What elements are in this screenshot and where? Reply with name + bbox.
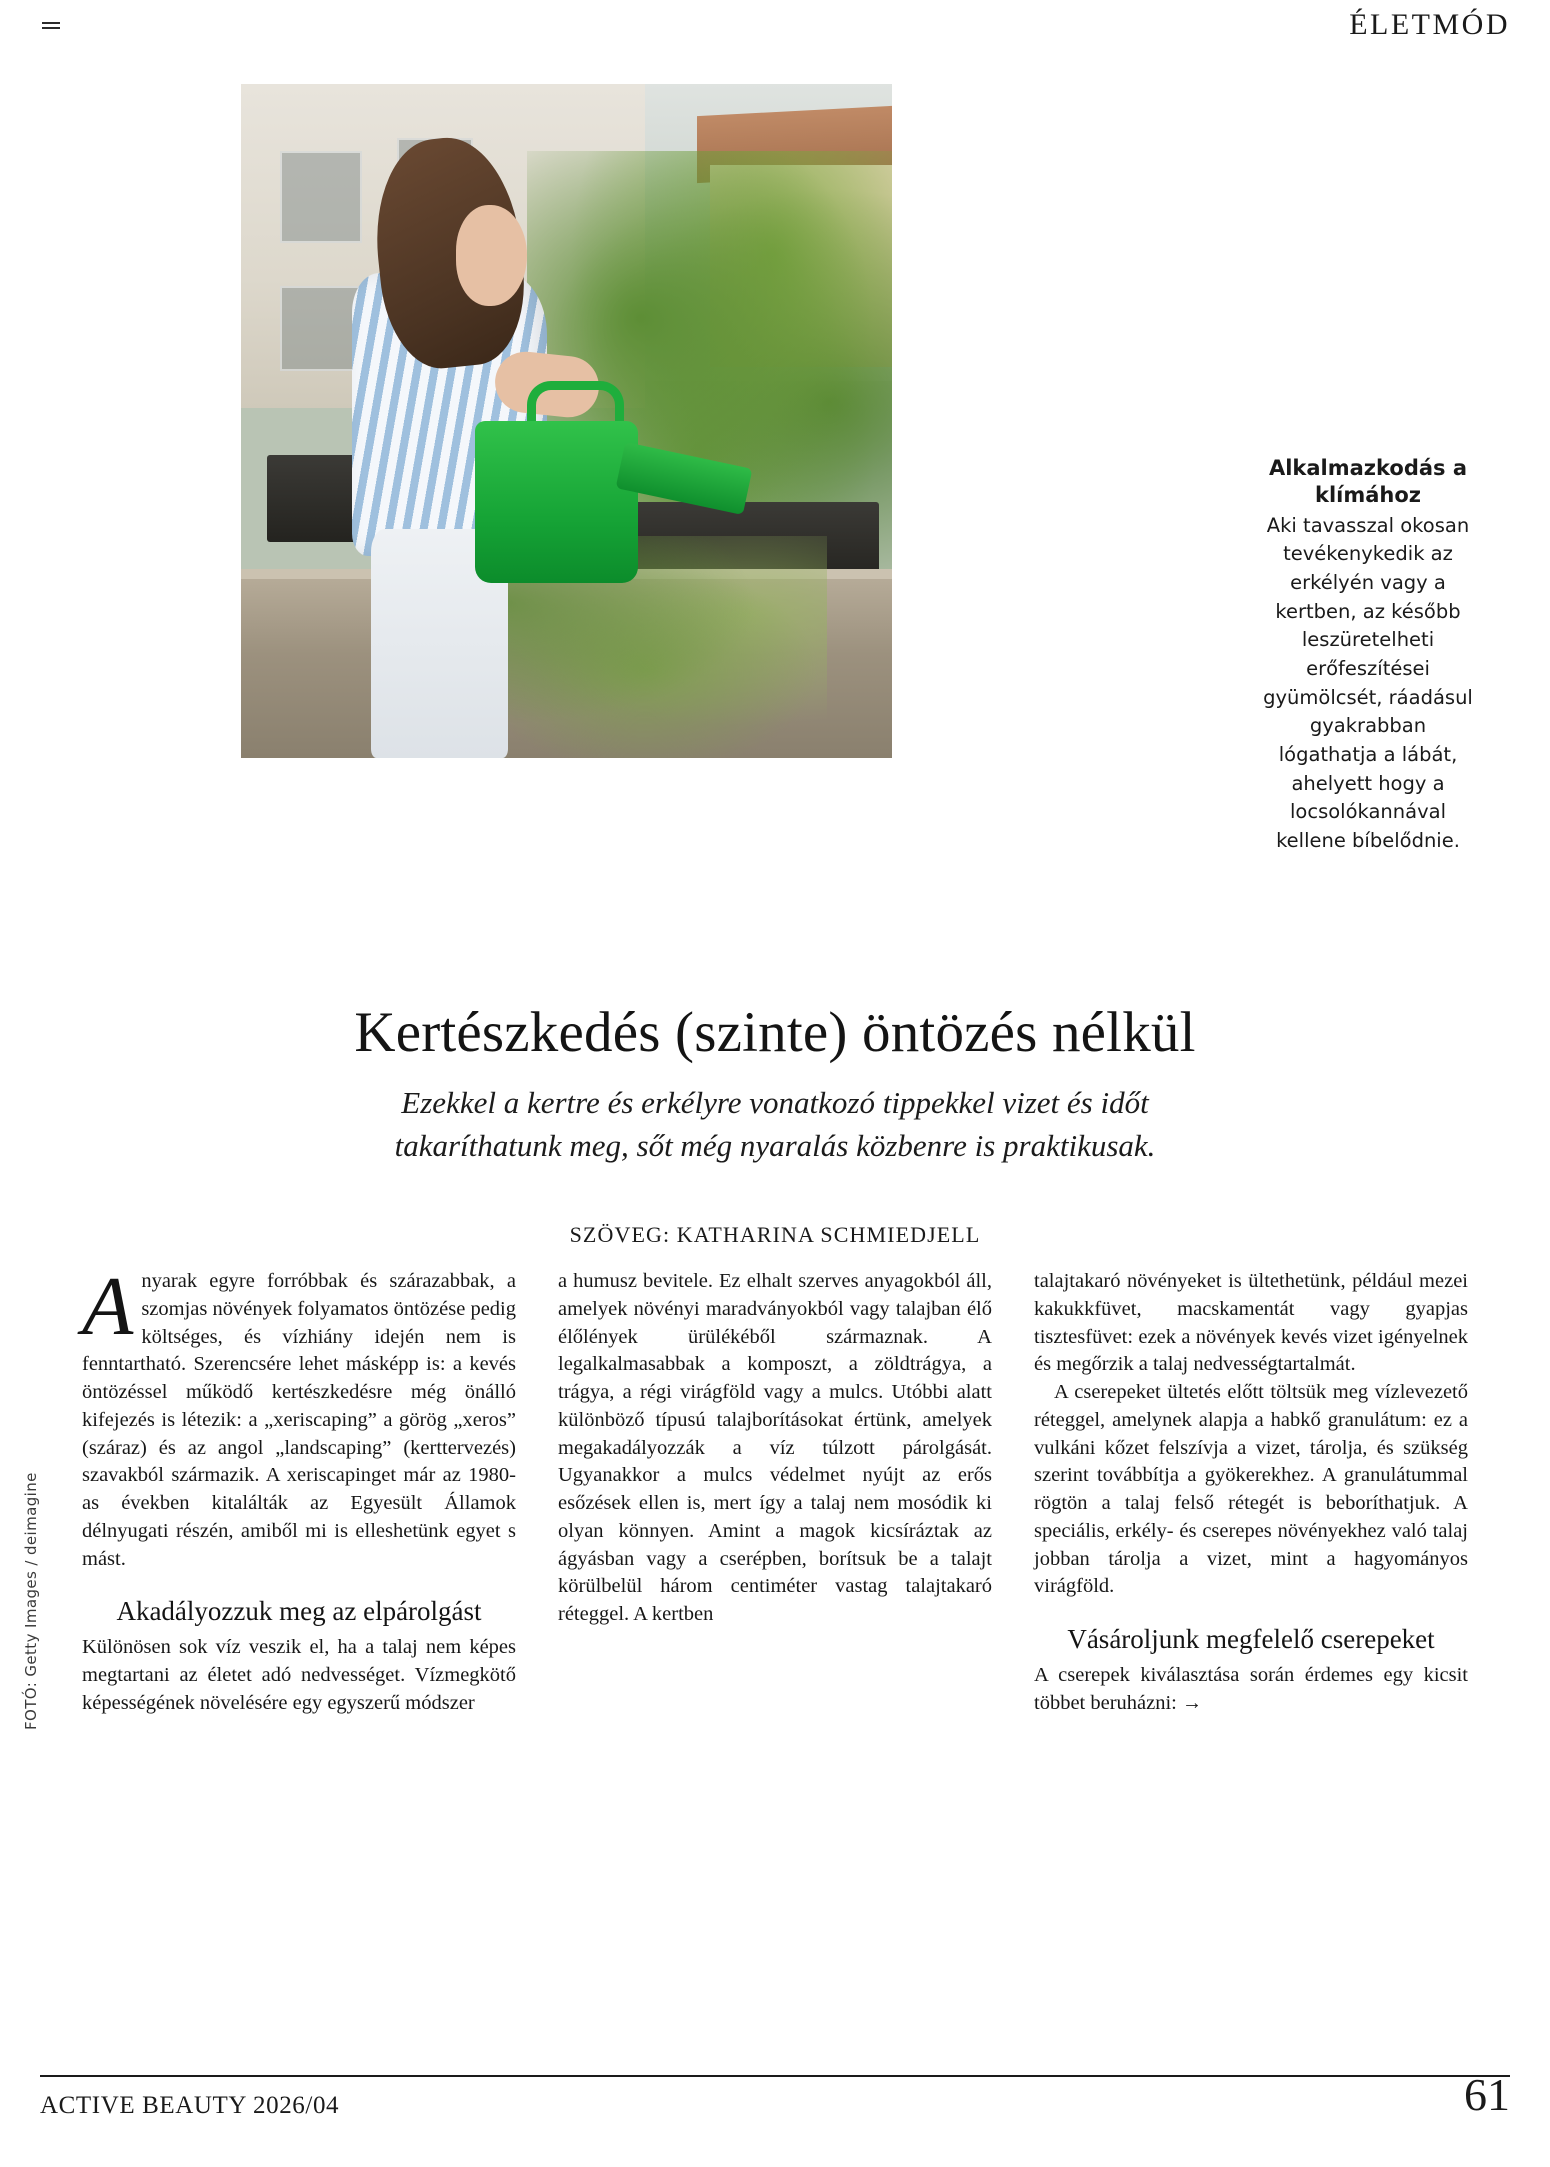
publication-info: ACTIVE BEAUTY 2026/04 xyxy=(40,2092,340,2119)
photo-credit: FOTÓ: Getty Images / deimagine xyxy=(22,1472,40,1730)
column-1 xyxy=(82,1260,516,1718)
column-3-subheading: Vásároljunk megfelelő cserepeket xyxy=(1067,1624,1435,1655)
photo-window xyxy=(280,286,362,371)
page-number: 61 xyxy=(1464,2069,1510,2120)
drop-cap: A xyxy=(82,1260,134,1353)
column-1-paragraph-1 xyxy=(82,1260,516,1573)
column-1-paragraph-2: Különösen sok víz veszik el, ha a talaj nem képes megtartani az életet adó nedvességet. Vízmegkötő képességének növelésére egy egyszerű módszer xyxy=(82,1636,516,1714)
photo-window xyxy=(280,151,362,243)
continue-arrow-icon: → xyxy=(1182,1691,1203,1714)
article-byline: SZÖVEG: KATHARINA SCHMIEDJELL xyxy=(569,1222,981,1247)
section-kicker: ÉLETMÓD xyxy=(1349,8,1510,41)
article-photo xyxy=(241,84,892,758)
pull-quote xyxy=(1262,455,1474,855)
article-subhead: Ezekkel a kertre és erkélyre vonatkozó tippekkel vizet és időt takaríthatunk meg, sőt még nyaralás közbenre is praktikusak. xyxy=(394,1085,1156,1163)
column-3-paragraph-3-text: A cserepek kiválasztása során érdemes egy kicsit többet beruházni: xyxy=(1034,1664,1468,1714)
watering-can-body xyxy=(475,421,638,583)
hamburger-icon xyxy=(42,22,60,30)
column-2 xyxy=(558,1268,992,1718)
column-3-paragraph-2: A cserepeket ültetés előtt töltsük meg vízlevezető réteggel, amelynek alapja a habkő granulátum: ez a vulkáni kőzet felszívja a vizet, tárolja, és szükség szerint továbbítja a gyökerekhez. A granulátummal rögtön a talaj felső rétegét is beboríthatjuk. A speciális, erkély- és cserepes növényekhez való talaj jobban tárolja a vizet, mint a hagyományos virágföld. xyxy=(1034,1381,1468,1598)
column-3-paragraph-1: talajtakaró növényeket is ültethetünk, például mezei kakukkfüvet, macskamentát vagy gyapjas tisztesfüvet: ezek a növények kevés vizet igényelnek és megőrzik a talaj nedvességtartalmát. xyxy=(1034,1270,1468,1376)
column-2-paragraph-1: a humusz bevitele. Ez elhalt szerves anyagokból áll, amelyek növényi maradványokból vagy talajban élő élőlények ürülékéből származnak. A legalkalmasabbak a komposzt, a zöldtrágya, a trágya, a régi virágföld vagy a mulcs. Utóbbi alatt különböző típusú talajborításokat értünk, amelyek megakadályozzák a víz túlzott párolgását. Ugyanakkor a mulcs védelmet nyújt az erős esőzések ellen is, mert így a talaj nem mosódik ki olyan könnyen. Amint a magok kicsíráztak az ágyásban vagy a cserépben, borítsuk be a talajt körülbelül három centiméter vastag talajtakaró réteggel. A kertben xyxy=(558,1270,992,1626)
page-title: Kertészkedés (szinte) öntözés nélkül xyxy=(354,1001,1196,1064)
column-3 xyxy=(1034,1268,1468,1718)
column-1-paragraph-1-text: nyarak egyre forróbbak és szárazabbak, a szomjas növények folyamatos öntözése pedig költséges, és vízhiány idején nem is fenntartható. Szerencsére lehet másképp is: a kevés öntözéssel működő kertészkedésre még önálló kifejezés is létezik: a „xeriscaping” a görög „xeros” (száraz) és az angol „landscaping” (kerttervezés) szavakból származik. A xeriscapinget már az 1980-as években kitalálták az Egyesült Államok délnyugati részén, amiből mi is elleshetünk egyet s mást. xyxy=(82,1270,516,1570)
pull-quote-text: Aki tavasszal okosan tevékenykedik az erkélyén vagy a kertben, az később leszüretelheti erőfeszítései gyümölcsét, ráadásul gyakrabban lógathatja a lábát, ahelyett hogy a locsolókannával kellene bíbelődnie. xyxy=(1263,513,1473,852)
article-body xyxy=(82,1260,1470,1718)
pull-quote-title: Alkalmazkodás a klímához xyxy=(1268,456,1468,508)
column-3-paragraph-3 xyxy=(1034,1662,1468,1718)
column-1-subheading: Akadályozzuk meg az elpárolgást xyxy=(116,1596,482,1627)
footer-divider xyxy=(40,2075,1510,2077)
